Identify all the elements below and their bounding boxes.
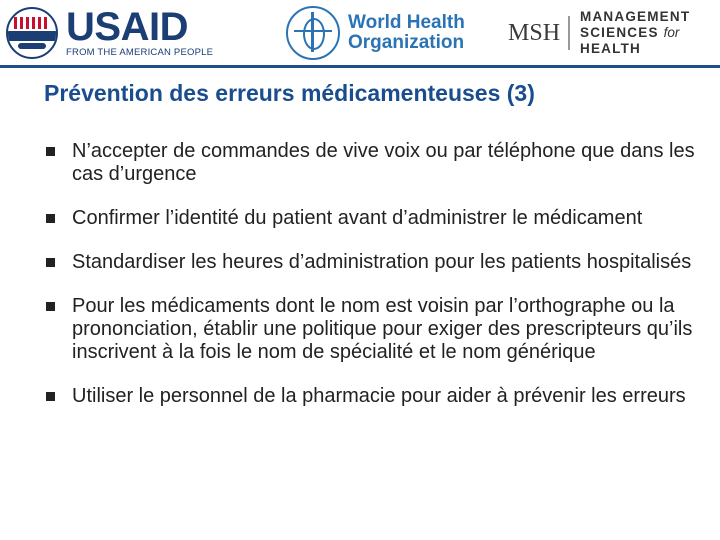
msh-logo [508, 6, 720, 60]
bullet-item: Utiliser le personnel de la pharmacie pour aider à prévenir les erreurs [44, 385, 704, 408]
header-bar [0, 0, 720, 64]
usaid-wordmark: USAID [66, 4, 188, 49]
who-logo [286, 6, 465, 60]
square-bullet-icon [46, 392, 55, 401]
header-divider [0, 65, 720, 68]
square-bullet-icon [46, 302, 55, 311]
who-emblem-icon [286, 6, 340, 60]
slide-title: Prévention des erreurs médicamenteuses (3) [44, 80, 535, 106]
bullet-item: N’accepter de commandes de vive voix ou par téléphone que dans les cas d’urgence [44, 140, 704, 186]
square-bullet-icon [46, 258, 55, 267]
msh-name-line1: MANAGEMENT [580, 9, 691, 24]
square-bullet-icon [46, 147, 55, 156]
bullet-item: Pour les médicaments dont le nom est voisin par l’orthographe ou la prononciation, établir une politique pour exiger des prescripteurs qu’ils inscrivent à la fois le nom de spécialité et le nom générique [44, 295, 704, 364]
bullet-item: Standardiser les heures d’administration pour les patients hospitalisés [44, 251, 704, 274]
msh-name-line2: SCIENCES for HEALTH [580, 25, 680, 56]
msh-mark: MSH [508, 16, 570, 50]
usaid-logo [6, 6, 213, 60]
usaid-tagline: FROM THE AMERICAN PEOPLE [66, 46, 214, 58]
square-bullet-icon [46, 214, 55, 223]
bullet-item: Confirmer l’identité du patient avant d’administrer le médicament [44, 207, 704, 230]
bullet-list [44, 140, 704, 429]
who-name-line2: Organization [348, 32, 465, 53]
usaid-seal-icon [6, 7, 58, 59]
who-name-line1: World Health [348, 12, 465, 33]
